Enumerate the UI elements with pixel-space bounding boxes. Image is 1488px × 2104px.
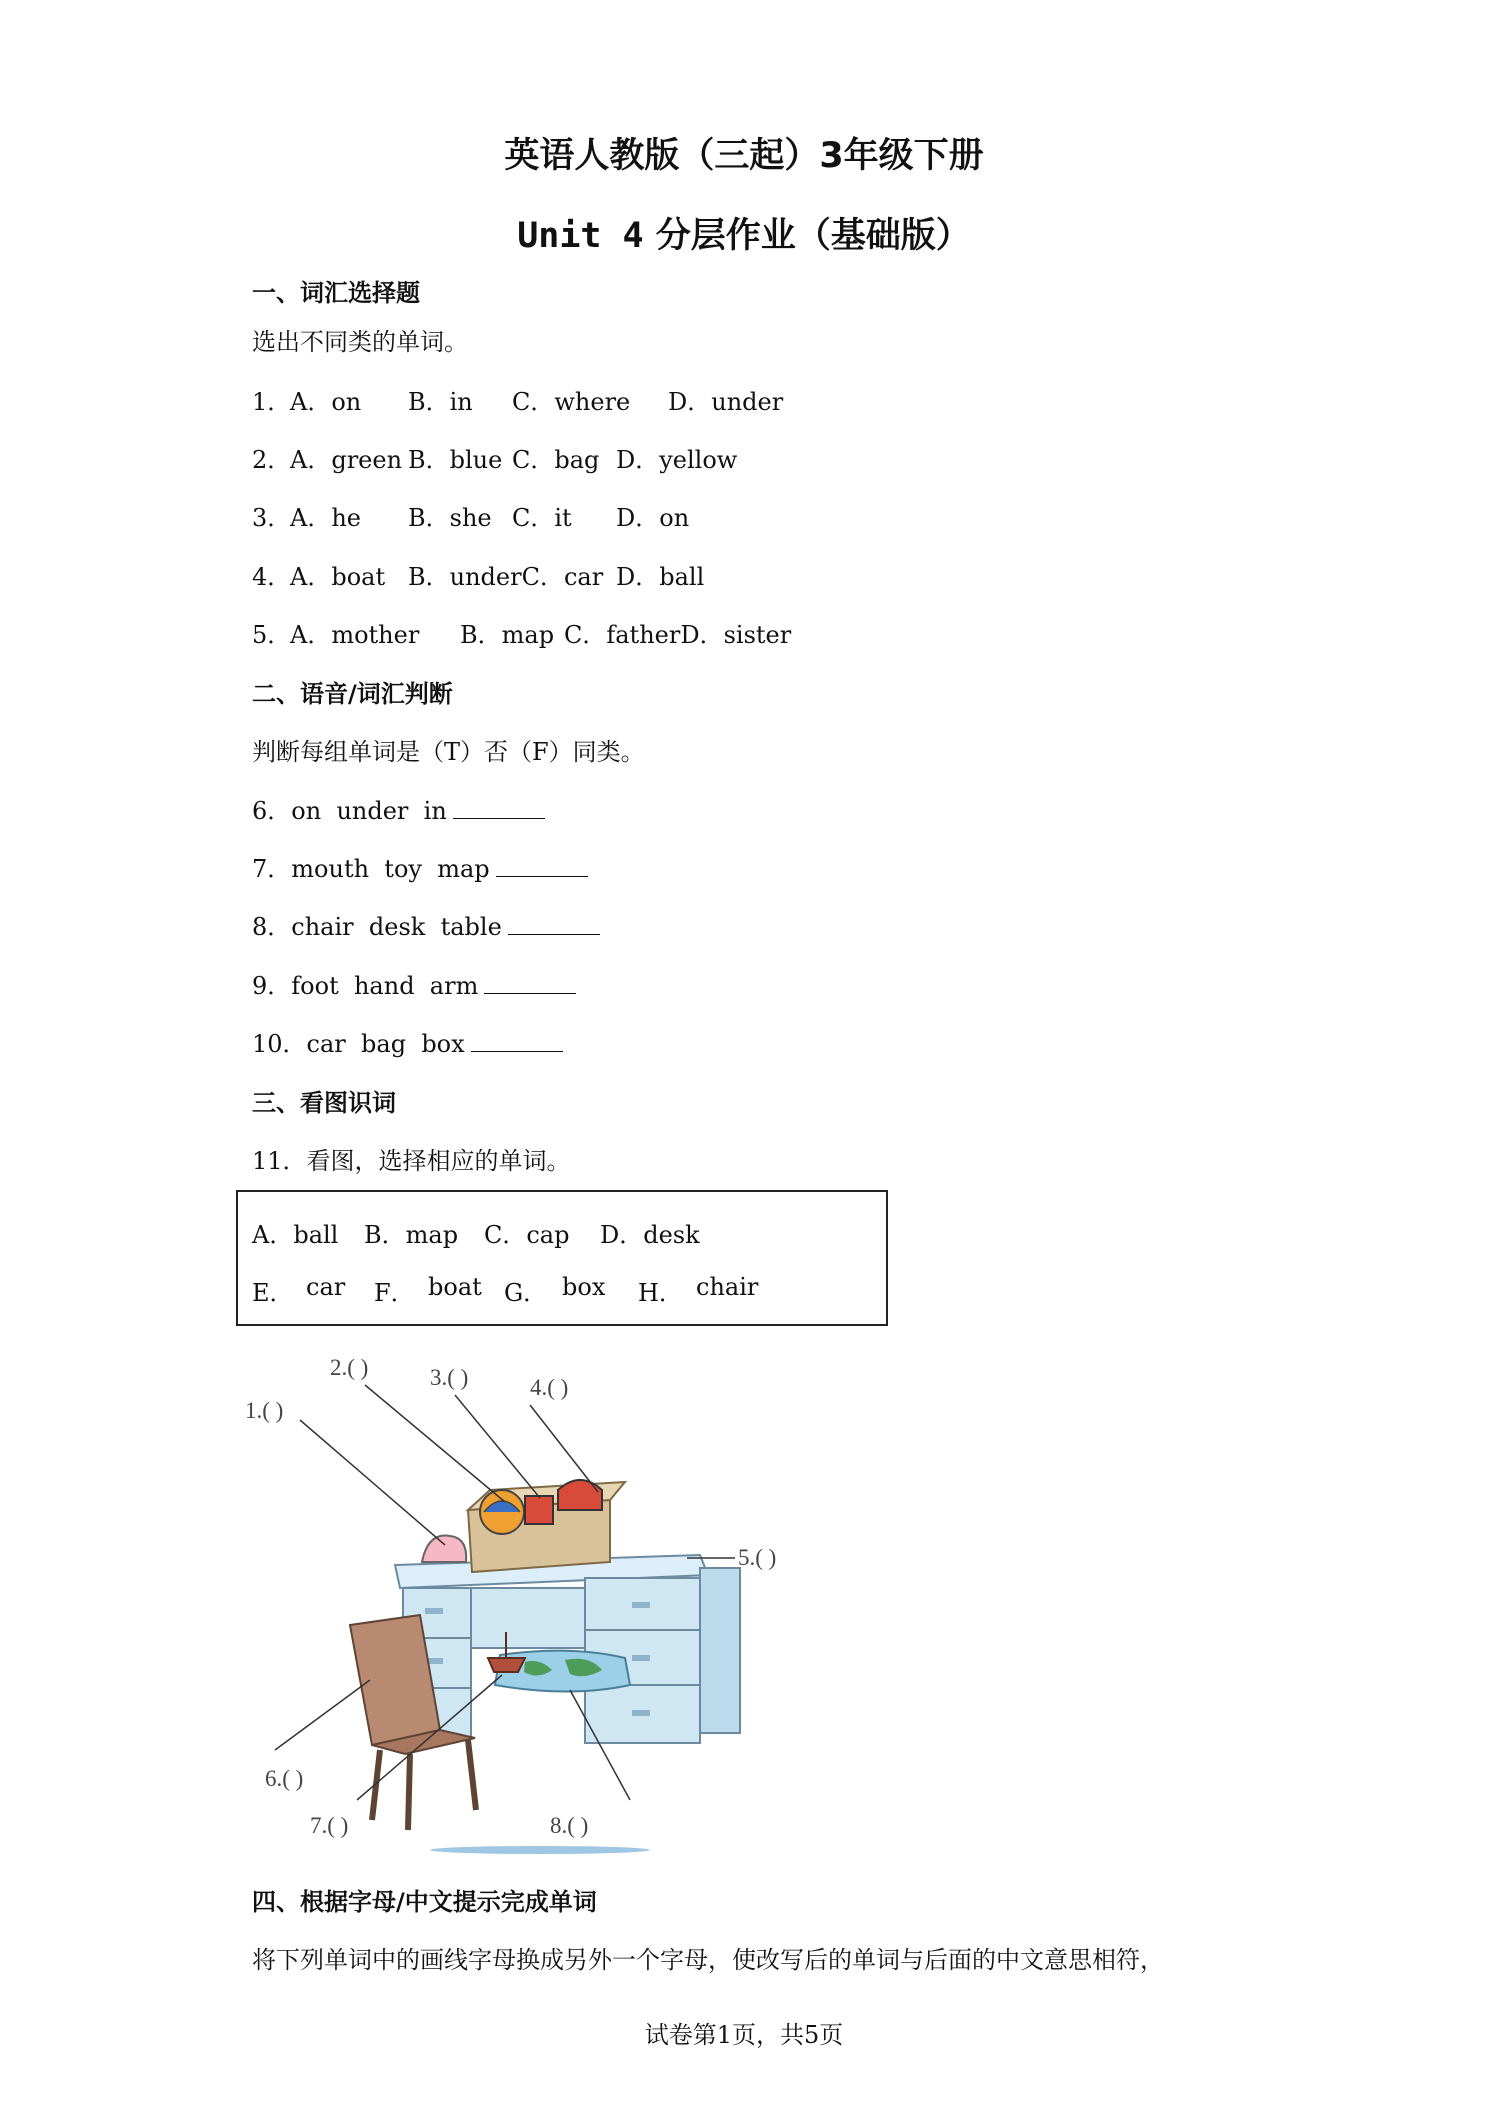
- option: B．blue: [408, 446, 503, 474]
- word-option-letter: G．: [504, 1279, 548, 1307]
- question-11-instruction: 11．看图，选择相应的单词。: [252, 1147, 571, 1175]
- word-option: car: [306, 1273, 346, 1301]
- section4-heading: 四、根据字母/中文提示完成单词: [252, 1888, 597, 1916]
- answer-blank[interactable]: [484, 971, 576, 994]
- word-options-box: [236, 1190, 888, 1326]
- word-option: box: [562, 1273, 606, 1301]
- unit-label: Unit 4: [517, 216, 644, 256]
- section2-instruction: 判断每组单词是（T）否（F）同类。: [252, 738, 645, 766]
- figure-label-8: 8.( ): [550, 1813, 589, 1838]
- figure-label-7: 7.( ): [310, 1813, 349, 1838]
- word-option-letter: F．: [374, 1279, 415, 1307]
- word-option-letter: H．: [638, 1279, 683, 1307]
- car-icon: [558, 1480, 602, 1510]
- word-option-letter: E．: [252, 1279, 294, 1307]
- option: D．under: [668, 388, 784, 416]
- page-footer: 试卷第1页，共5页: [644, 2021, 844, 2049]
- floor-shadow: [430, 1846, 650, 1854]
- subtitle-rest: 分层作业（基础版）: [643, 216, 971, 256]
- option: D．yellow: [616, 446, 738, 474]
- page-subtitle: [0, 208, 1488, 258]
- question-6: 6．on under in: [252, 791, 545, 826]
- word-option: D．desk: [600, 1221, 700, 1249]
- section1-instruction: 选出不同类的单词。: [252, 328, 468, 356]
- option: B．map: [460, 621, 555, 649]
- answer-blank[interactable]: [453, 796, 545, 819]
- figure-label-2: 2.( ): [330, 1355, 369, 1380]
- option: B．she: [408, 504, 492, 532]
- question-8: 8．chair desk table: [252, 907, 600, 942]
- figure-label-1: 1.( ): [245, 1398, 284, 1423]
- question-10: 10．car bag box: [252, 1024, 563, 1059]
- option: C．it: [512, 504, 572, 532]
- option: D．on: [616, 504, 690, 532]
- answer-blank[interactable]: [508, 912, 600, 935]
- cap-icon: [422, 1536, 466, 1562]
- worksheet-page: 英语人教版（三起）3年级下册 Unit 4 分层作业（基础版） 一、词汇选择题 选出不同类的单词。 1． A．on B．in C．where D．under 2． A．green B．blue C．bag D．yellow 3． A．he B．she C．it D．on 4． A．boat B．underC．car D．ball 5． A．mother B．map C．fatherD．sister 二、语音/词汇判断 判断每组单词是（T）否（F）同类。 6．on under in 7．mouth toy map 8．chair desk table 9．foot hand arm 10．car bag box 三、看图识词 11．看图，选择相应的单词。 A．ball B．map C．cap D．desk E． car F． boat G． box H． chair 2.( ) 3.( ) 4.( ) 1.( ) 5.( ) 6.( ) 7.( ) 8.( ) 四、根据字母/中文提示完成单词 将下列单词中的画线字母换成另外一个字母，使改写后的单词与后面的中文意思相符， 试卷第1页，共5页: [0, 0, 1488, 2104]
- word-option: boat: [428, 1273, 482, 1301]
- desk-icon: [395, 1555, 740, 1743]
- option: A．he: [290, 504, 361, 532]
- option: C．bag: [512, 446, 600, 474]
- option: A．boat: [290, 563, 386, 591]
- option: A．mother: [290, 621, 420, 649]
- figure-label-4: 4.( ): [530, 1375, 569, 1400]
- option: C．where: [512, 388, 631, 416]
- word-option: chair: [696, 1273, 759, 1301]
- answer-blank[interactable]: [496, 854, 588, 877]
- cube-toy-icon: [525, 1496, 553, 1524]
- option: B．underC．car: [408, 563, 604, 591]
- section2-heading: 二、语音/词汇判断: [252, 680, 453, 708]
- option: D．ball: [616, 563, 705, 591]
- boat-icon: [488, 1658, 525, 1672]
- answer-blank[interactable]: [471, 1029, 563, 1052]
- option: B．in: [408, 388, 473, 416]
- option: A．green: [290, 446, 403, 474]
- section1-heading: 一、词汇选择题: [252, 279, 420, 307]
- question-7: 7．mouth toy map: [252, 849, 588, 884]
- figure-label-6: 6.( ): [265, 1766, 304, 1791]
- word-option: C．cap: [484, 1221, 570, 1249]
- word-option: B．map: [364, 1221, 459, 1249]
- page-title: 英语人教版（三起）3年级下册: [504, 136, 984, 176]
- question-9: 9．foot hand arm: [252, 966, 576, 1001]
- section3-heading: 三、看图识词: [252, 1089, 396, 1117]
- word-option: A．ball: [252, 1221, 339, 1249]
- figure-label-5: 5.( ): [738, 1545, 777, 1570]
- figure-label-3: 3.( ): [430, 1365, 469, 1390]
- section4-instruction: 将下列单词中的画线字母换成另外一个字母，使改写后的单词与后面的中文意思相符，: [252, 1946, 1164, 1974]
- desk-illustration: [240, 1340, 880, 1860]
- option: C．fatherD．sister: [564, 621, 792, 649]
- option: A．on: [290, 388, 362, 416]
